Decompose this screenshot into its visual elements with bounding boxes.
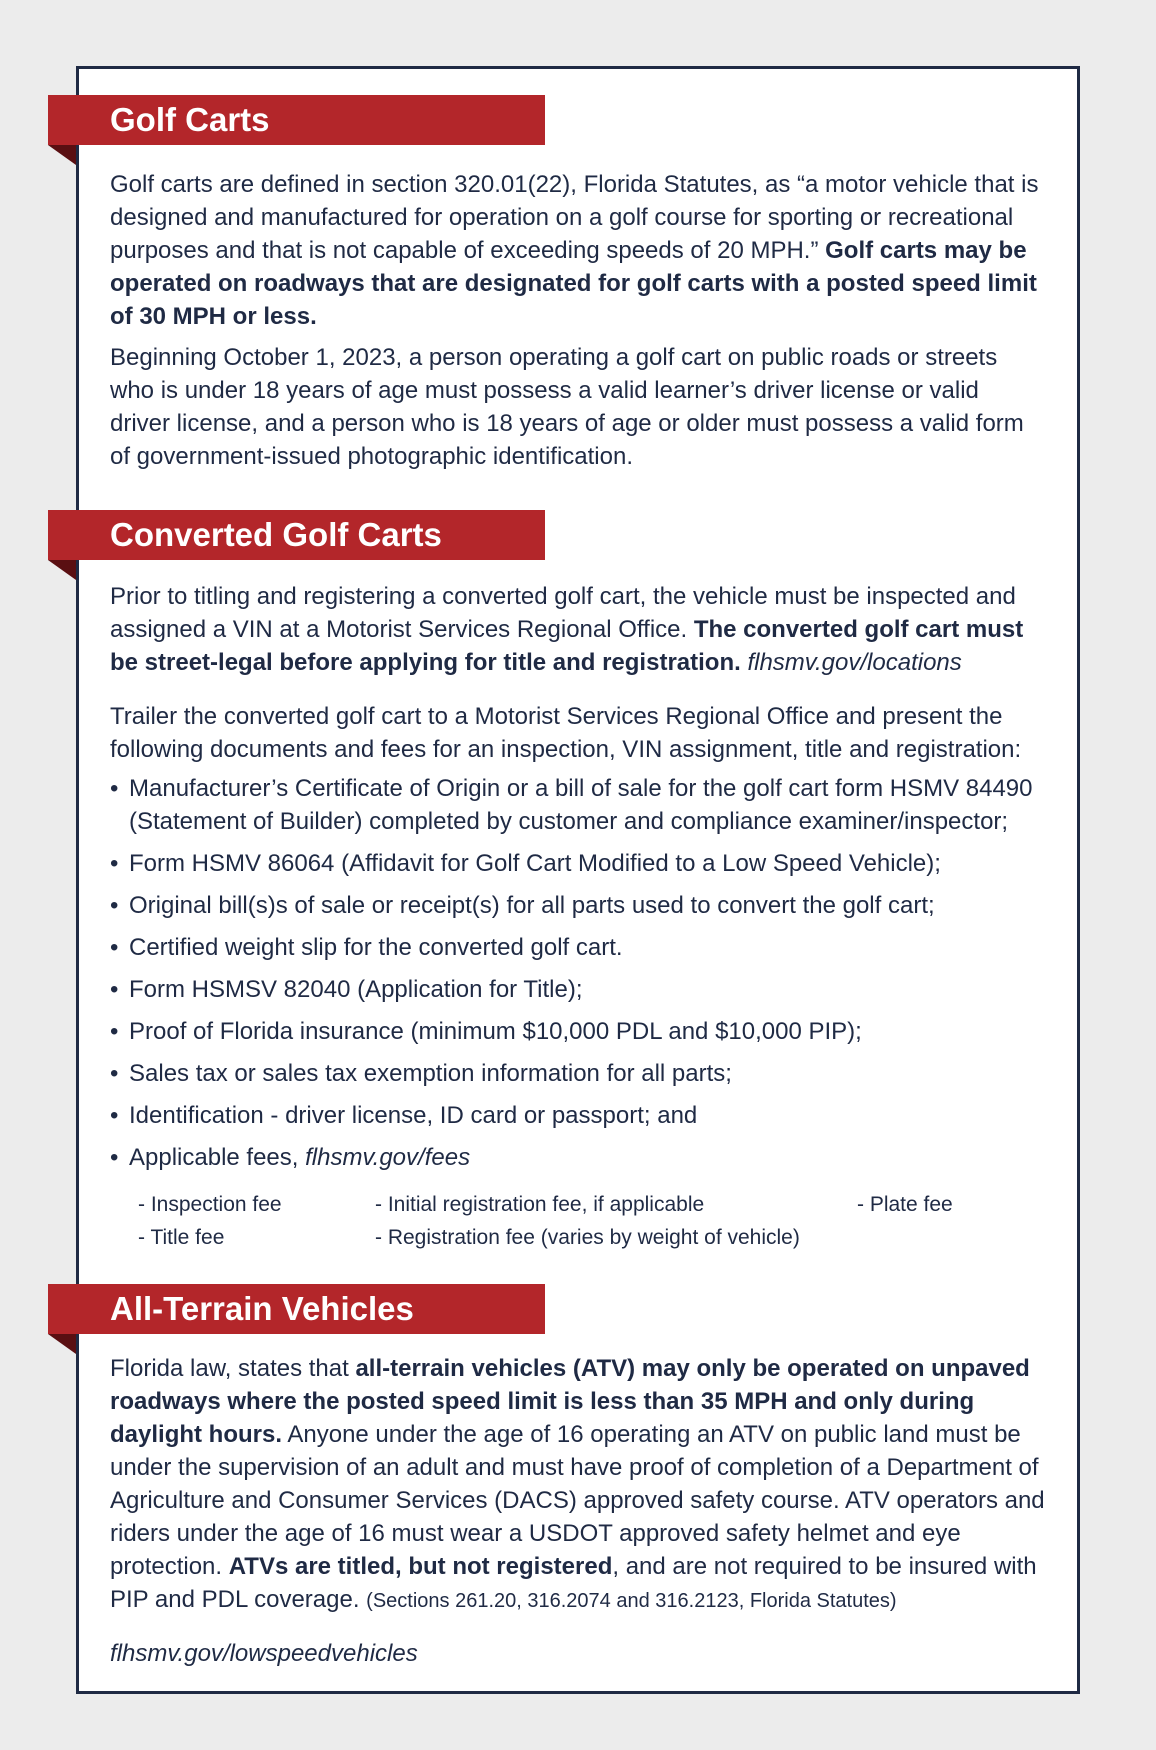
intro-bold: The converted golf cart must be street-legal before applying for title and registration. bbox=[110, 616, 1024, 676]
golf-carts-age-rule: Beginning October 1, 2023, a person operating a golf cart on public roads or streets who is under 18 years of age must possess a valid learner’s driver license or valid driver license, and a person who is 18 years of age or older must possess a valid form of government-issued photographic identification. bbox=[110, 344, 1024, 470]
list-item: • Applicable fees, flhsmv.gov/fees bbox=[110, 1144, 471, 1171]
golf-carts-definition bbox=[110, 168, 1045, 333]
list-item: • Certified weight slip for the converted golf cart. bbox=[110, 934, 623, 961]
fee-inspection: - Inspection fee bbox=[138, 1193, 282, 1216]
converted-instructions: Trailer the converted golf cart to a Motorist Services Regional Office and present the following documents and fees for an inspection, VIN assignment, title and registration: bbox=[110, 703, 1022, 763]
section-title: Converted Golf Carts bbox=[110, 516, 442, 553]
fee-plate: - Plate fee bbox=[857, 1193, 953, 1216]
list-item: • Form HSMSV 82040 (Application for Title); bbox=[110, 976, 583, 1003]
converted-golf-carts-body bbox=[110, 580, 1045, 1183]
list-item: • Manufacturer’s Certificate of Origin or a bill of sale for the golf cart form HSMV 84490 (Statement of Builder) completed by customer and compliance examiner/inspector; bbox=[110, 775, 1033, 835]
section-title: Golf Carts bbox=[110, 101, 270, 138]
banner-fold bbox=[48, 145, 76, 165]
definition-text: Golf carts are defined in section 320.01(22), Florida Statutes, as “a motor vehicle that is designed and manufactured for operation on a golf course for sporting or recreational purposes and that is not capable of exceeding speeds of 20 MPH.” bbox=[110, 171, 1039, 264]
list-item: • Original bill(s)s of sale or receipt(s) for all parts used to convert the golf cart; bbox=[110, 892, 935, 919]
lowspeedvehicles-link[interactable]: flhsmv.gov/lowspeedvehicles bbox=[110, 1640, 418, 1667]
golf-carts-body bbox=[110, 168, 1045, 473]
section-header-converted-golf-carts bbox=[48, 510, 545, 560]
fee-registration: - Registration fee (varies by weight of vehicle) bbox=[375, 1226, 800, 1249]
requirements-list bbox=[110, 772, 1045, 1174]
fee-initial-registration: - Initial registration fee, if applicable bbox=[375, 1193, 705, 1216]
definition-bold: Golf carts may be operated on roadways that are designated for golf carts with a posted speed limit of 30 MPH or less. bbox=[110, 237, 1037, 330]
section-header-atv bbox=[48, 1284, 545, 1334]
atv-link-line bbox=[110, 1637, 1045, 1670]
converted-intro bbox=[110, 580, 1045, 679]
locations-link[interactable]: flhsmv.gov/locations bbox=[747, 649, 962, 676]
section-header-golf-carts bbox=[48, 95, 545, 145]
section-title: All-Terrain Vehicles bbox=[110, 1290, 414, 1327]
fees-link[interactable]: flhsmv.gov/fees bbox=[305, 1144, 471, 1171]
list-item: • Sales tax or sales tax exemption information for all parts; bbox=[110, 1060, 732, 1087]
intro-text: Prior to titling and registering a converted golf cart, the vehicle must be inspected and assigned a VIN at a Motorist Services Regional Office. bbox=[110, 583, 1016, 643]
banner-fold bbox=[48, 1334, 76, 1354]
statute-reference: (Sections 261.20, 316.2074 and 316.2123, Florida Statutes) bbox=[366, 1590, 897, 1612]
atv-body bbox=[110, 1352, 1045, 1670]
list-item: • Proof of Florida insurance (minimum $10,000 PDL and $10,000 PIP); bbox=[110, 1018, 862, 1045]
fee-title: - Title fee bbox=[138, 1226, 225, 1249]
atv-rules: Florida law, states that all-terrain vehicles (ATV) may only be operated on unpaved roadways where the posted speed limit is less than 35 MPH and only during daylight hours. Anyone under the age of 16 operating an ATV on public land must be under the supervision of an adult and must have proof of completion of a Department of Agriculture and Consumer Services (DACS) approved safety course. ATV operators and riders under the age of 16 must wear a USDOT approved safety helmet and eye protection. ATVs are titled, but not registered, and are not required to be insured with PIP and PDL coverage. (Sections 261.20, 316.2074 and 316.2123, Florida Statutes) bbox=[110, 1355, 1045, 1613]
list-item: • Form HSMV 86064 (Affidavit for Golf Cart Modified to a Low Speed Vehicle); bbox=[110, 850, 941, 877]
banner-fold bbox=[48, 560, 76, 580]
list-item: • Identification - driver license, ID card or passport; and bbox=[110, 1102, 698, 1129]
